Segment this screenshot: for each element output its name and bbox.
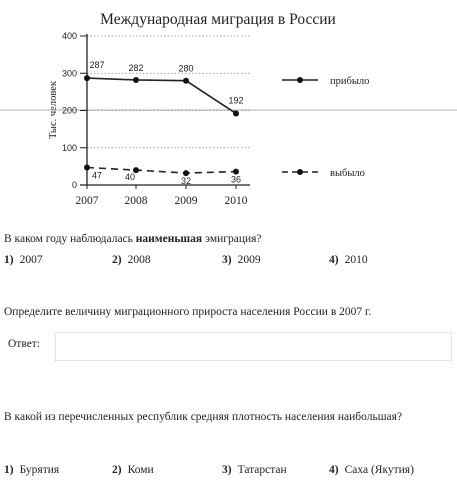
legend-label: выбыло: [330, 168, 365, 179]
y-tick-label: 300: [61, 68, 77, 79]
y-tick-label: 100: [61, 142, 77, 153]
q1-option-2-text: 2008: [127, 254, 151, 266]
q3-option-4[interactable]: [329, 464, 414, 476]
legend-label: прибыло: [330, 76, 370, 87]
data-point: [233, 110, 239, 116]
y-tick-label: 200: [61, 105, 77, 116]
q1-option-4-num: 4): [329, 254, 339, 266]
legend-marker: [297, 77, 303, 83]
q1-option-3-text: 2009: [237, 254, 261, 266]
q3-option-4-text: Саха (Якутия): [344, 464, 414, 476]
data-label: 36: [230, 174, 242, 185]
data-label: 32: [180, 176, 192, 187]
data-point: [183, 78, 189, 84]
legend-marker: [297, 169, 303, 175]
q3-option-1[interactable]: [4, 464, 59, 476]
question-2-text: Определите величину миграционного прироста населения России в 2007 г.: [4, 306, 372, 318]
q1-option-4-text: 2010: [344, 254, 368, 266]
x-tick-label: 2008: [124, 195, 148, 207]
q1-option-2[interactable]: [112, 254, 151, 266]
data-label: 280: [178, 63, 194, 74]
data-point: [133, 77, 139, 83]
series-line-1: [87, 78, 236, 113]
data-label: 47: [91, 170, 103, 181]
question-1-text: [4, 232, 449, 247]
question-3-text: В какой из перечисленных республик средняя плотность населения наибольшая?: [4, 411, 403, 423]
q1-option-4[interactable]: [329, 254, 368, 266]
data-label: 282: [128, 62, 144, 73]
data-point: [84, 164, 90, 170]
q3-option-1-text: Бурятия: [19, 464, 60, 476]
x-tick-label: 2009: [174, 195, 198, 207]
x-tick-label: 2007: [75, 195, 99, 207]
data-label: 40: [124, 172, 136, 183]
y-tick-label: 400: [61, 31, 77, 41]
q3-option-2[interactable]: [112, 464, 154, 476]
q1-option-3-num: 3): [222, 254, 232, 266]
q3-option-3-num: 3): [222, 464, 232, 476]
y-tick-label: 0: [71, 180, 77, 190]
series-line-2: [87, 167, 236, 173]
x-tick-label: 2010: [224, 195, 248, 207]
q3-option-3-text: Татарстан: [237, 464, 287, 476]
q1-option-1-text: 2007: [19, 254, 43, 266]
q3-option-3[interactable]: [222, 464, 287, 476]
q3-option-2-num: 2): [112, 464, 122, 476]
q3-option-2-text: Коми: [127, 464, 154, 476]
q3-option-1-num: 1): [4, 464, 14, 476]
q1-option-3[interactable]: [222, 254, 261, 266]
q3-option-4-num: 4): [329, 464, 339, 476]
question-1-suffix: эмиграция?: [202, 233, 262, 245]
answer-label: Ответ:: [8, 338, 41, 350]
migration-chart: [0, 0, 457, 225]
data-label: 192: [228, 95, 244, 106]
question-1-bold: наименьшая: [135, 233, 203, 245]
data-label: 287: [89, 60, 105, 71]
q1-option-1-num: 1): [4, 254, 14, 266]
chart-title: Международная миграция в России: [100, 11, 336, 28]
q1-option-2-num: 2): [112, 254, 122, 266]
q1-option-1[interactable]: [4, 254, 43, 266]
answer-field[interactable]: [55, 332, 452, 361]
y-axis-label: Тыс. человек: [48, 81, 59, 139]
data-point: [84, 75, 90, 81]
question-1-prefix: В каком году наблюдалась: [4, 233, 136, 245]
